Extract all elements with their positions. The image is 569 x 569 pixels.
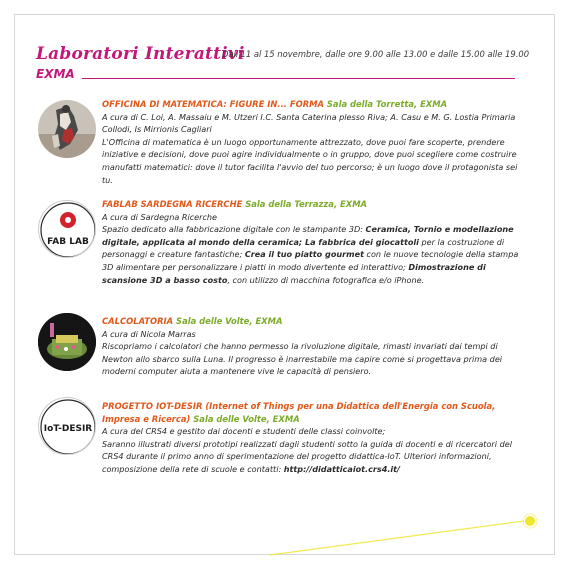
entry-credit: A cura del CRS4 e gestito dai docenti e studenti delle classi coinvolte; [102,426,386,437]
entry-link[interactable]: http://didatticaiot.crs4.it/ [283,463,401,474]
decorative-dot [525,516,535,526]
entry-venue: Sala delle Volte, EXMA [193,413,300,424]
entry-venue: Sala delle Volte, EXMA [176,316,283,326]
entry-credit: A cura di Sardegna Ricerche [102,211,218,222]
header-dates: Dall'11 al 15 novembre, dalle ore 9.00 alle 13.00 e dalle 15.00 alle 19.00 [222,49,530,59]
entry-credit: A cura di C. Loi, A. Massaiu e M. Utzeri I.C. Santa Caterina plesso Riva; A. Casu e M. G. Lostia Primaria Collodi, Is Mirrionis Cagliari [102,111,516,135]
entry-body: Spazio dedicato alla fabbricazione digitale con le stampante 3D: Ceramica, Tornio e modellazione digitale, applicata al mondo della ceramica; La fabbrica dei giocattoli per la costruzione di personaggi e creature fantastiche; Crea il tuo piatto gourmet con le nuove tecnologie della stampa 3D alimentare per personalizzare i piatti in modo divertente ed interattivo; Dimostrazione di scansione 3D a basso costo, con utilizzo di macchina fotografica e/o iPhone. [102,224,519,285]
entry-title: CALCOLATORIA [102,316,174,326]
entry-venue: Sala della Torretta, EXMA [326,99,448,109]
entry-credit: A cura di Nicola Marras [102,328,196,339]
entry-venue: Sala della Terrazza, EXMA [245,199,368,209]
entry-title: FABLAB SARDEGNA RICERCHE [102,199,243,209]
entry-title: OFFICINA DI MATEMATICA: FIGURE IN... FORMA [102,99,324,109]
entry-body: Riscopriamo i calcolatori che hanno permesso la rivoluzione digitale, rimasti invariati dai tempi di Newton allo sbarco sulla Luna. Il progresso è inarrestabile ma capire come si progettava prima dei moderni computer aiuta a mantenere vive le capacità di pensiero. [102,341,503,377]
entry-body: L'Officina di matematica è un luogo opportunamente attrezzato, dove puoi fare scoperte, prendere iniziative e decisioni, dove puoi agire individualmente o in gruppo, dove puoi scegliere come costruire manufatti matematici: dove il tutor facilita l'avvio del tuo percorso; è un luogo dove il protagonista sei tu. [102,136,518,185]
fablab-logo-text: FAB LAB [47,237,89,247]
entry-title: PROGETTO IOT-DESIR (Internet of Things per una Didattica dell'Energia con Scuola, Impresa e Ricerca) [102,401,496,424]
page-title: Laboratori Interattivi [36,44,245,64]
iot-desir-logo-text: IoT-DESIR [43,424,93,434]
entry-body: Saranno illustrati diversi prototipi realizzati dagli studenti sotto la guida di docenti e di ricercatori del CRS4 durante il primo anno di sperimentazione del progetto didattica-IoT. Ulteriori informazioni, composizione della rete di scuole e contatti: http://didatticaiot.crs4.it/ [102,438,512,474]
header-location: EXMA [36,67,75,81]
